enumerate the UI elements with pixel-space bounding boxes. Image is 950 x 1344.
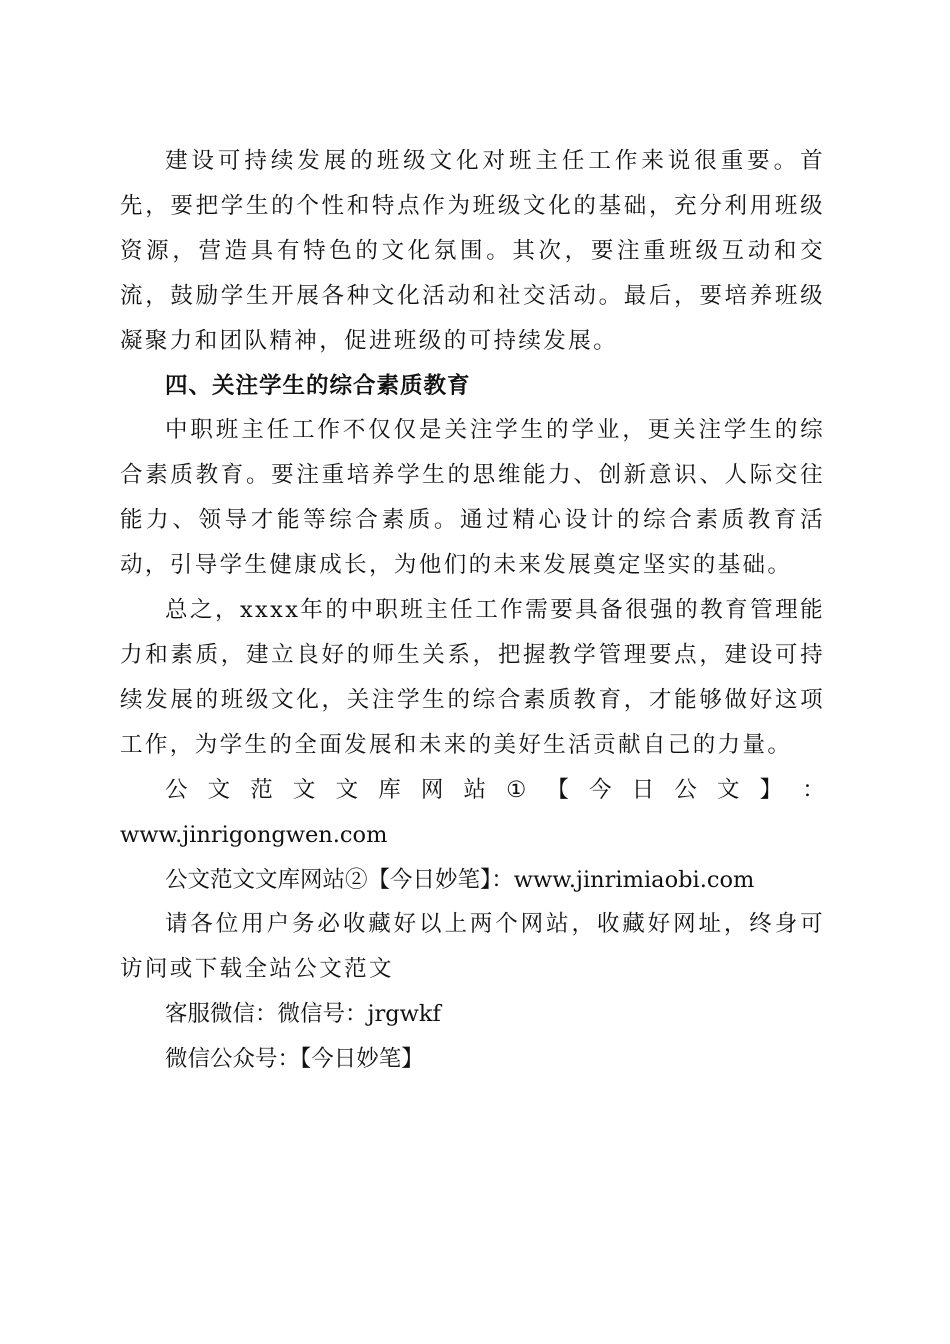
paragraph-summary: 总之，xxxx年的中职班主任工作需要具备很强的教育管理能力和素质，建立良好的师生关系，把握教学管理要点，建设可持续发展的班级文化，关注学生的综合素质教育，才能够做好这项工作，为学生的全面发展和未来的美好生活贡献自己的力量。 — [120, 597, 825, 758]
site1-char: 公 — [165, 776, 188, 803]
paragraph-class-culture: 建设可持续发展的班级文化对班主任工作来说很重要。首先，要把学生的个性和特点作为班级文化的基础，充分利用班级资源，营造具有特色的文化氛围。其次，要注重班级互动和交流，鼓励学生开展各种文化活动和社交活动。最后，要培养班级凝聚力和团队精神，促进班级的可持续发展。 — [120, 148, 825, 354]
site1-url[interactable]: www.jinrigongwen.com — [120, 821, 388, 848]
service-wechat: 客服微信：微信号：jrgwkf — [165, 1001, 441, 1028]
bookmark-notice: 请各位用户务必收藏好以上两个网站，收藏好网址，终身可访问或下载全站公文范文 — [120, 911, 825, 983]
official-account: 微信公众号：【今日妙笔】 — [165, 1046, 424, 1073]
document-page — [120, 139, 825, 1082]
site1-char: 】 — [759, 776, 783, 803]
site1-char: 站 — [463, 776, 486, 803]
site1-char: 库 — [378, 776, 401, 803]
site1-char: 文 — [335, 776, 359, 803]
site1-char: 范 — [250, 776, 273, 803]
paragraph-quality-education: 中职班主任工作不仅仅是关注学生的学业，更关注学生的综合素质教育。要注重培养学生的思维能力、创新意识、人际交往能力、领导才能等综合素质。通过精心设计的综合素质教育活动，引导学生健康成长，为他们的未来发展奠定坚实的基础。 — [120, 417, 825, 579]
site1-char: ① — [506, 776, 527, 803]
section-heading-4: 四、关注学生的综合素质教育 — [165, 372, 471, 399]
site2-line: 公文范文文库网站②【今日妙笔】：www.jinrimiaobi.com — [165, 866, 755, 893]
site1-char: 今 — [589, 776, 612, 803]
site1-char: 网 — [420, 776, 444, 803]
site1-char: 文 — [716, 776, 740, 803]
site1-char: 公 — [674, 776, 697, 803]
site1-char: 日 — [631, 776, 655, 803]
site1-char: 【 — [546, 776, 569, 803]
site1-line — [120, 768, 825, 813]
site1-char: 文 — [292, 776, 316, 803]
site1-char: ： — [802, 776, 825, 803]
site1-char: 文 — [207, 776, 231, 803]
